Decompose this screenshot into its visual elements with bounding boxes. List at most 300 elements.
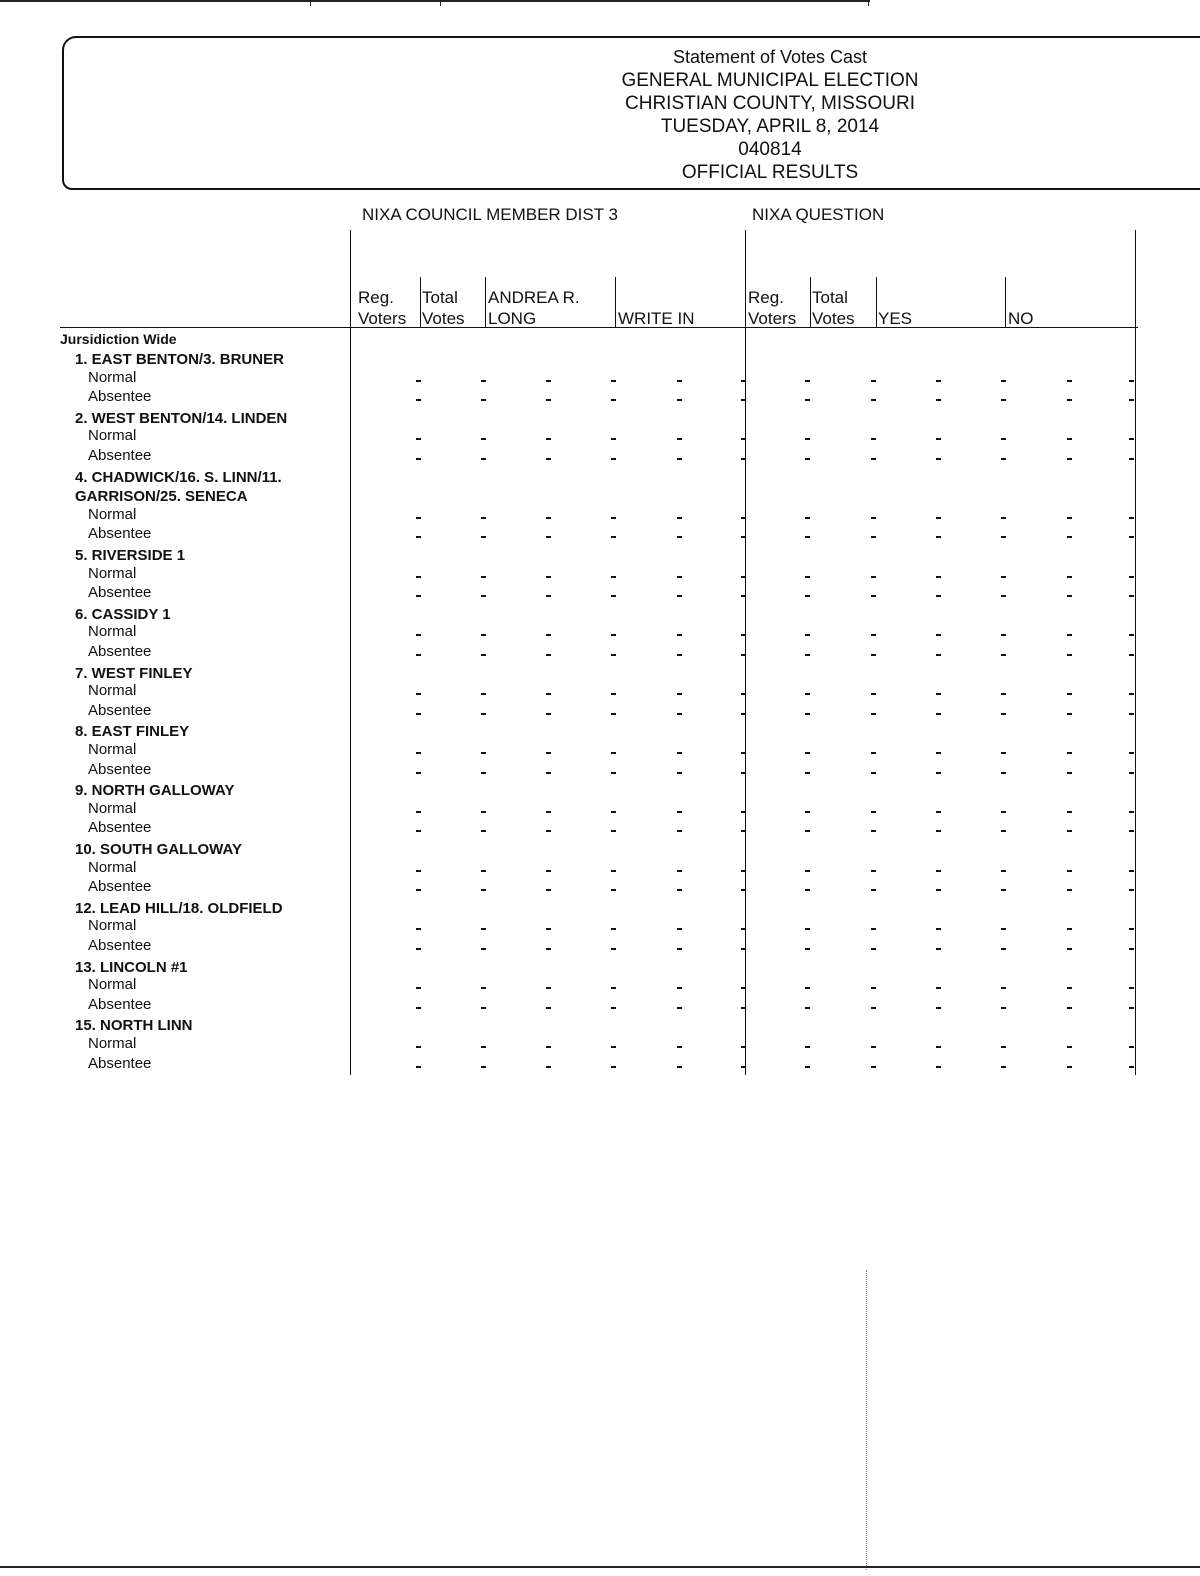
vote-count-cell [936,595,941,597]
vote-count-cell [871,752,876,754]
vote-count-cell [677,811,682,813]
vote-count-cell [805,693,810,695]
vote-count-cell [546,536,551,538]
vote-count-cell [1001,772,1006,774]
precinct-name: 1. EAST BENTON/3. BRUNER [75,351,284,368]
vote-count-cell [677,654,682,656]
vote-count-cell [805,380,810,382]
row-type-label: Normal [88,564,137,582]
vote-count-cell [1001,536,1006,538]
precinct-name: 13. LINCOLN #1 [75,958,188,976]
vote-count-cell [871,399,876,401]
header-rule [60,327,1138,328]
vote-count-cell [1067,380,1072,382]
vote-count-cell [936,517,941,519]
vote-count-cell [1129,438,1134,440]
vote-count-cell [1001,1066,1006,1068]
column-header: ANDREA R. LONG [488,288,580,328]
vote-count-cell [1129,693,1134,695]
vote-count-cell [546,438,551,440]
jurisdiction-label: Jursidiction Wide [60,331,177,347]
vote-count-cell [805,772,810,774]
vote-count-cell [741,654,746,656]
vote-count-cell [936,713,941,715]
row-type-label: Normal [88,858,137,876]
vote-count-cell [936,1066,941,1068]
vote-count-cell [805,811,810,813]
vote-count-cell [611,458,616,460]
vote-count-cell [416,1066,421,1068]
vote-count-cell [1067,1066,1072,1068]
vote-count-cell [871,634,876,636]
vote-count-cell [481,1046,486,1048]
column-header: NO [1008,309,1034,328]
column-separator [485,277,486,327]
vote-count-cell [871,928,876,930]
vote-count-cell [677,987,682,989]
vote-count-cell [416,713,421,715]
vote-count-cell [1001,634,1006,636]
vote-count-cell [741,693,746,695]
contest-border [350,230,351,1075]
vote-count-cell [1001,595,1006,597]
election-date: TUESDAY, APRIL 8, 2014 [660,116,880,137]
vote-count-cell [416,399,421,401]
column-separator [420,277,421,327]
vote-count-cell [611,811,616,813]
vote-count-cell [416,772,421,774]
vote-count-cell [805,576,810,578]
vote-count-cell [546,634,551,636]
vote-count-cell [677,870,682,872]
vote-count-cell [546,811,551,813]
precinct-name: 5. RIVERSIDE 1 [75,547,186,564]
vote-count-cell [741,1046,746,1048]
vote-count-cell [805,713,810,715]
vote-count-cell [611,713,616,715]
vote-count-cell [741,458,746,460]
vote-count-cell [481,576,486,578]
vote-count-cell [481,752,486,754]
vote-count-cell [871,536,876,538]
row-type-label: Absentee [88,584,152,602]
vote-count-cell [546,380,551,382]
row-type-label: Normal [88,682,137,700]
vote-count-cell [871,811,876,813]
vote-count-cell [546,458,551,460]
vote-count-cell [1067,752,1072,754]
row-type-label: Normal [88,976,137,994]
vote-count-cell [741,948,746,950]
vote-count-cell [936,576,941,578]
vote-count-cell [481,713,486,715]
vote-count-cell [416,634,421,636]
vote-count-cell [481,811,486,813]
vote-count-cell [546,576,551,578]
vote-count-cell [805,399,810,401]
vote-count-cell [416,380,421,382]
vote-count-cell [677,713,682,715]
vote-count-cell [871,654,876,656]
vote-count-cell [611,889,616,891]
vote-count-cell [936,811,941,813]
vote-count-cell [741,536,746,538]
vote-count-cell [677,1007,682,1009]
vote-count-cell [741,517,746,519]
vote-count-cell [481,948,486,950]
vote-count-cell [805,1066,810,1068]
vote-count-cell [481,1066,486,1068]
vote-count-cell [677,399,682,401]
vote-count-cell [1129,752,1134,754]
vote-count-cell [805,536,810,538]
election-name: GENERAL MUNICIPAL ELECTION [621,70,919,91]
vote-count-cell [611,948,616,950]
vote-count-cell [611,654,616,656]
vote-count-cell [611,772,616,774]
vote-count-cell [741,889,746,891]
vote-count-cell [871,380,876,382]
vote-count-cell [1001,870,1006,872]
precinct-name: 12. LEAD HILL/18. OLDFIELD [75,899,283,917]
vote-count-cell [481,536,486,538]
vote-count-cell [677,1046,682,1048]
vote-count-cell [741,928,746,930]
vote-count-cell [546,752,551,754]
vote-count-cell [611,517,616,519]
scan-mark [868,0,869,6]
vote-count-cell [741,380,746,382]
contest-title-council: NIXA COUNCIL MEMBER DIST 3 [362,205,618,224]
vote-count-cell [741,595,746,597]
vote-count-cell [1129,1007,1134,1009]
scan-artifact [866,1270,867,1570]
vote-count-cell [936,948,941,950]
precinct-name: 8. EAST FINLEY [75,723,190,741]
vote-count-cell [611,693,616,695]
vote-count-cell [1067,458,1072,460]
vote-count-cell [741,811,746,813]
vote-count-cell [1067,928,1072,930]
vote-count-cell [805,595,810,597]
scan-mark [440,0,441,6]
vote-count-cell [1001,948,1006,950]
vote-count-cell [677,889,682,891]
vote-count-cell [871,987,876,989]
vote-count-cell [481,458,486,460]
row-type-label: Absentee [88,878,152,896]
vote-count-cell [416,654,421,656]
vote-count-cell [1129,830,1134,832]
vote-count-cell [1067,713,1072,715]
vote-count-cell [481,399,486,401]
vote-count-cell [1129,458,1134,460]
vote-count-cell [1067,399,1072,401]
row-type-label: Absentee [88,388,152,406]
vote-count-cell [546,928,551,930]
vote-count-cell [677,772,682,774]
vote-count-cell [1067,595,1072,597]
vote-count-cell [416,693,421,695]
vote-count-cell [1001,1007,1006,1009]
vote-count-cell [805,870,810,872]
vote-count-cell [805,987,810,989]
vote-count-cell [1001,438,1006,440]
row-type-label: Absentee [88,995,152,1013]
vote-count-cell [1067,987,1072,989]
row-type-label: Normal [88,799,137,817]
vote-count-cell [936,772,941,774]
vote-count-cell [481,889,486,891]
row-type-label: Normal [88,427,137,445]
vote-count-cell [741,987,746,989]
top-scan-edge [0,0,870,2]
vote-count-cell [936,536,941,538]
vote-count-cell [1067,634,1072,636]
vote-count-cell [1001,830,1006,832]
precinct-name: 6. CASSIDY 1 [75,605,171,623]
vote-count-cell [1001,576,1006,578]
vote-count-cell [611,438,616,440]
vote-count-cell [416,870,421,872]
row-type-label: Normal [88,505,137,523]
vote-count-cell [1001,517,1006,519]
county-name: CHRISTIAN COUNTY, MISSOURI [625,93,915,114]
vote-count-cell [1129,654,1134,656]
vote-count-cell [546,517,551,519]
vote-count-cell [611,380,616,382]
vote-count-cell [677,1066,682,1068]
vote-count-cell [741,870,746,872]
vote-count-cell [1067,830,1072,832]
vote-count-cell [546,654,551,656]
vote-count-cell [546,870,551,872]
vote-count-cell [611,928,616,930]
vote-count-cell [416,438,421,440]
vote-count-cell [936,693,941,695]
vote-count-cell [677,517,682,519]
vote-count-cell [805,1007,810,1009]
vote-count-cell [1001,654,1006,656]
vote-count-cell [1001,713,1006,715]
vote-count-cell [481,634,486,636]
column-separator [810,277,811,327]
vote-count-cell [1001,987,1006,989]
vote-count-cell [416,928,421,930]
vote-count-cell [936,654,941,656]
vote-count-cell [1067,889,1072,891]
precinct-name: 15. NORTH LINN [75,1017,193,1035]
vote-count-cell [677,752,682,754]
vote-count-cell [805,458,810,460]
vote-count-cell [936,399,941,401]
vote-count-cell [1067,948,1072,950]
vote-count-cell [611,1046,616,1048]
row-type-label: Normal [88,623,137,641]
vote-count-cell [741,576,746,578]
vote-count-cell [871,1046,876,1048]
column-header: Reg. Voters [358,288,407,328]
vote-count-cell [871,595,876,597]
vote-count-cell [805,928,810,930]
vote-count-cell [805,517,810,519]
vote-count-cell [871,830,876,832]
vote-count-cell [936,380,941,382]
vote-count-cell [805,889,810,891]
vote-count-cell [741,830,746,832]
vote-count-cell [416,536,421,538]
vote-count-cell [741,772,746,774]
vote-count-cell [611,536,616,538]
vote-count-cell [936,752,941,754]
vote-count-cell [416,576,421,578]
vote-count-cell [871,517,876,519]
vote-count-cell [871,458,876,460]
vote-count-cell [936,634,941,636]
vote-count-cell [481,693,486,695]
election-code: 040814 [738,139,802,160]
vote-count-cell [936,830,941,832]
column-header: YES [878,309,913,328]
vote-count-cell [1129,576,1134,578]
row-type-label: Absentee [88,701,152,719]
column-header: Total Votes [812,288,855,328]
vote-count-cell [481,517,486,519]
vote-count-cell [871,870,876,872]
vote-count-cell [611,1007,616,1009]
vote-count-cell [416,1046,421,1048]
vote-count-cell [1129,634,1134,636]
vote-count-cell [1001,458,1006,460]
bottom-scan-edge [0,1566,1200,1568]
vote-count-cell [1067,517,1072,519]
vote-count-cell [871,948,876,950]
vote-count-cell [805,438,810,440]
vote-count-cell [481,772,486,774]
vote-count-cell [1001,693,1006,695]
vote-count-cell [1067,576,1072,578]
vote-count-cell [741,634,746,636]
contest-title-question: NIXA QUESTION [752,205,885,224]
vote-count-cell [1067,1007,1072,1009]
vote-count-cell [481,987,486,989]
vote-count-cell [416,517,421,519]
vote-count-cell [546,772,551,774]
vote-count-cell [1001,1046,1006,1048]
vote-count-cell [416,1007,421,1009]
vote-count-cell [611,634,616,636]
vote-count-cell [546,987,551,989]
vote-count-cell [416,811,421,813]
vote-count-cell [677,458,682,460]
scan-mark [310,0,311,6]
vote-count-cell [871,1066,876,1068]
vote-count-cell [1129,1066,1134,1068]
row-type-label: Absentee [88,819,152,837]
vote-count-cell [416,830,421,832]
vote-count-cell [936,889,941,891]
vote-count-cell [871,576,876,578]
vote-count-cell [481,830,486,832]
column-separator [1005,277,1006,327]
vote-count-cell [871,693,876,695]
vote-count-cell [611,870,616,872]
vote-count-cell [1129,595,1134,597]
vote-count-cell [481,654,486,656]
column-header: Total Votes [422,288,465,328]
precinct-name: 4. CHADWICK/16. S. LINN/11. GARRISON/25. SENECA [75,468,282,505]
vote-count-cell [1129,987,1134,989]
vote-count-cell [1067,693,1072,695]
vote-count-cell [1067,1046,1072,1048]
vote-count-cell [805,948,810,950]
vote-count-cell [805,1046,810,1048]
column-header: WRITE IN [618,309,695,328]
vote-count-cell [1067,811,1072,813]
vote-count-cell [871,438,876,440]
vote-count-cell [1129,713,1134,715]
vote-count-cell [1067,438,1072,440]
vote-count-cell [1129,948,1134,950]
vote-count-cell [805,830,810,832]
vote-count-cell [1067,772,1072,774]
vote-count-cell [416,752,421,754]
vote-count-cell [1129,380,1134,382]
column-separator [615,277,616,327]
column-header: Reg. Voters [748,288,797,328]
vote-count-cell [1001,752,1006,754]
vote-count-cell [805,634,810,636]
vote-count-cell [805,752,810,754]
vote-count-cell [481,595,486,597]
vote-count-cell [677,595,682,597]
vote-count-cell [677,830,682,832]
row-type-label: Normal [88,741,137,758]
report-header [560,46,980,184]
vote-count-cell [1129,517,1134,519]
vote-count-cell [677,536,682,538]
vote-count-cell [546,1007,551,1009]
vote-count-cell [1129,772,1134,774]
row-type-label: Absentee [88,447,152,464]
vote-count-cell [416,889,421,891]
row-type-label: Normal [88,917,137,935]
vote-count-cell [546,948,551,950]
vote-count-cell [1067,870,1072,872]
vote-count-cell [1067,536,1072,538]
vote-count-cell [741,438,746,440]
precinct-name: 9. NORTH GALLOWAY [75,782,235,800]
vote-count-cell [677,634,682,636]
vote-count-cell [1001,380,1006,382]
vote-count-cell [1129,536,1134,538]
vote-count-cell [677,928,682,930]
vote-count-cell [936,438,941,440]
vote-count-cell [1001,399,1006,401]
row-type-label: Absentee [88,760,152,778]
vote-count-cell [546,889,551,891]
vote-count-cell [416,458,421,460]
vote-count-cell [1129,870,1134,872]
row-type-label: Absentee [88,1054,152,1072]
row-type-label: Normal [88,1035,137,1052]
vote-count-cell [871,1007,876,1009]
vote-count-cell [611,830,616,832]
vote-count-cell [416,948,421,950]
vote-count-cell [611,399,616,401]
row-type-label: Normal [88,368,137,386]
vote-count-cell [611,987,616,989]
